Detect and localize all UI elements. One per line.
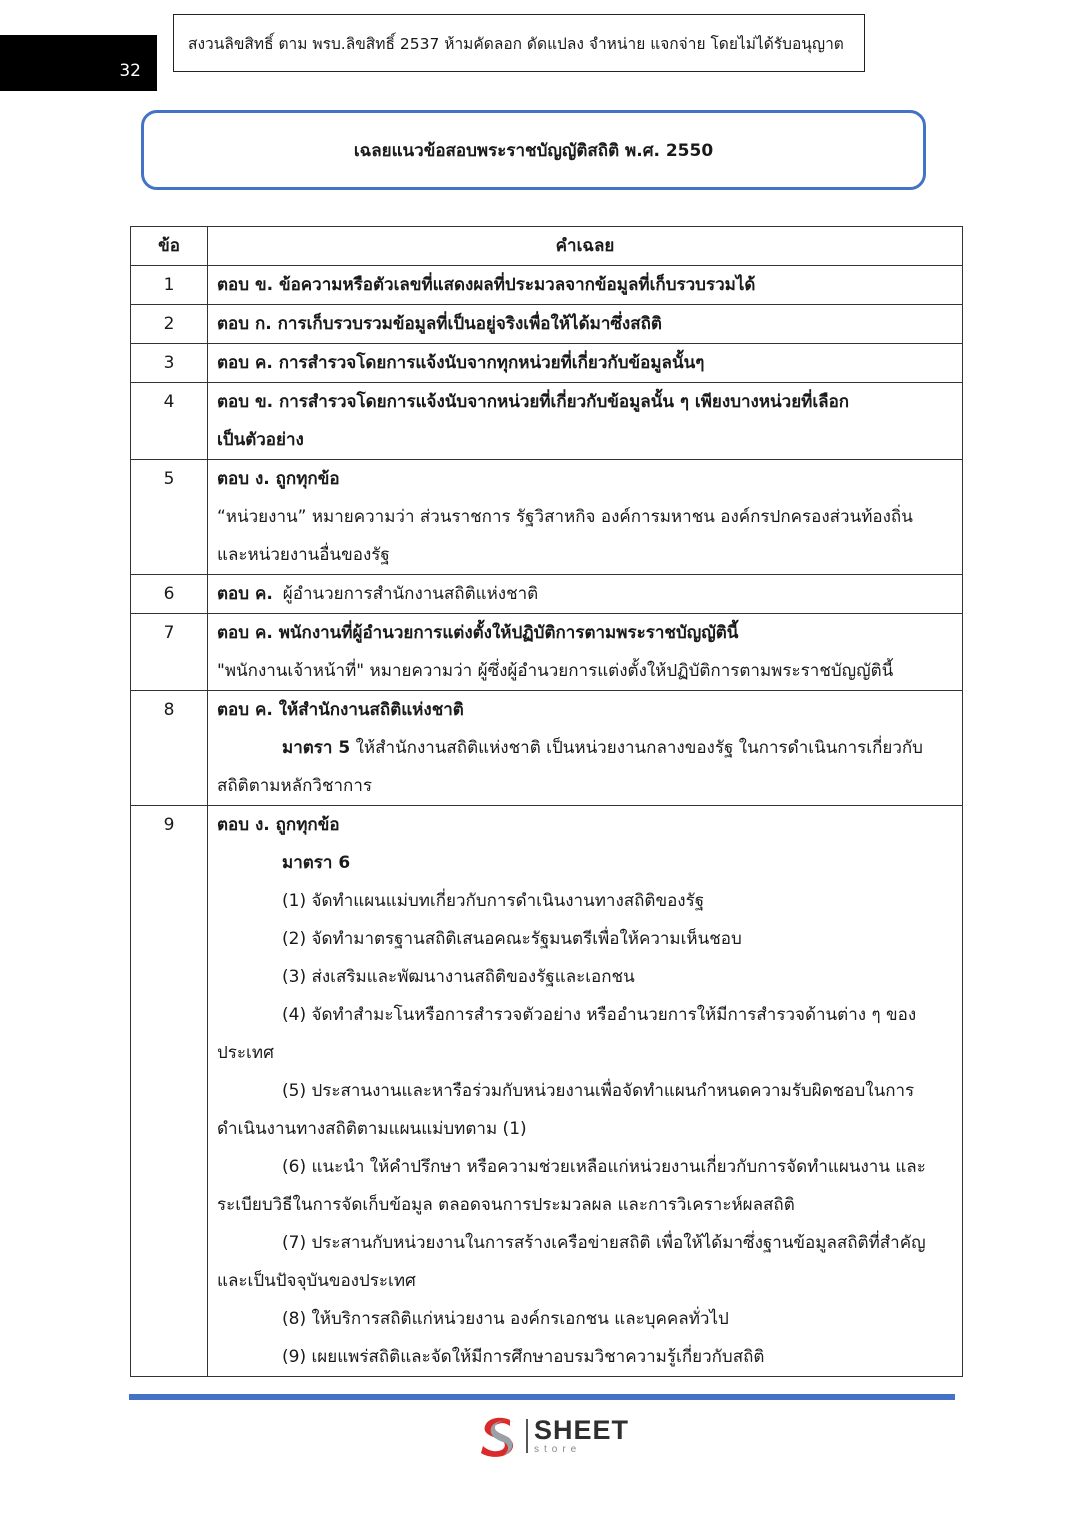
- explanation-line: และหน่วยงานอื่นของรัฐ: [217, 545, 390, 565]
- section-item-cont: และเป็นปัจจุบันของประเทศ: [217, 1271, 416, 1291]
- answer-text: ตอบ ค. พนักงานที่ผู้อำนวยการแต่งตั้งให้ปฏิบัติการตามพระราชบัญญัตินี้: [217, 623, 739, 643]
- row-answer: [208, 266, 963, 305]
- table-row: [131, 305, 963, 344]
- table-row: [131, 691, 963, 806]
- table-row: [131, 614, 963, 691]
- answer-text: ตอบ ง. ถูกทุกข้อ: [217, 815, 340, 835]
- logo-subtitle: store: [534, 1444, 582, 1455]
- section-item: (5) ประสานงานและหารือร่วมกับหน่วยงานเพื่อจัดทำแผนกำหนดความรับผิดชอบในการ: [282, 1081, 915, 1101]
- section-item: (1) จัดทำแผนแม่บทเกี่ยวกับการดำเนินงานทางสถิติของรัฐ: [282, 891, 705, 911]
- logo-text: [534, 1417, 629, 1455]
- section-line: [217, 729, 952, 767]
- section-item: (6) แนะนำ ให้คำปรึกษา หรือความช่วยเหลือแก่หน่วยงานเกี่ยวกับการจัดทำแผนงาน และ: [282, 1157, 926, 1177]
- section-label: มาตรา 5: [282, 738, 351, 758]
- row-number: 1: [131, 266, 208, 305]
- answer-text: ตอบ ข. ข้อความหรือตัวเลขที่แสดงผลที่ประมวลจากข้อมูลที่เก็บรวบรวมได้: [217, 275, 756, 295]
- row-number: 9: [131, 806, 208, 1377]
- explanation-line: "พนักงานเจ้าหน้าที่" หมายความว่า ผู้ซึ่งผู้อำนวยการแต่งตั้งให้ปฏิบัติการตามพระราชบัญญัตินี้: [217, 661, 894, 681]
- section-item: (3) ส่งเสริมและพัฒนางานสถิติของรัฐและเอกชน: [282, 967, 635, 987]
- table-row: [131, 344, 963, 383]
- row-answer: [208, 614, 963, 691]
- section-item: (9) เผยแพร่สถิติและจัดให้มีการศึกษาอบรมวิชาความรู้เกี่ยวกับสถิติ: [282, 1347, 765, 1367]
- row-answer: [208, 344, 963, 383]
- page-number: 32: [0, 35, 157, 91]
- row-number: 2: [131, 305, 208, 344]
- sheet-store-logo: [476, 1412, 629, 1460]
- answer-text: ตอบ ค. ให้สำนักงานสถิติแห่งชาติ: [217, 700, 464, 720]
- answer-text: ตอบ ค. การสำรวจโดยการแจ้งนับจากทุกหน่วยที่เกี่ยวกับข้อมูลนั้นๆ: [217, 353, 705, 373]
- row-number: 8: [131, 691, 208, 806]
- logo-word: SHEET: [534, 1415, 630, 1445]
- header-answer: คำเฉลย: [208, 227, 963, 266]
- section-item-cont: ดำเนินงานทางสถิติตามแผนแม่บทตาม (1): [217, 1119, 527, 1139]
- row-answer: [208, 305, 963, 344]
- table-row: [131, 383, 963, 460]
- sheet-store-s-icon: [476, 1413, 522, 1459]
- table-row: [131, 460, 963, 575]
- answer-prefix: ตอบ ค.: [217, 584, 273, 604]
- section-item: (7) ประสานกับหน่วยงานในการสร้างเครือข่ายสถิติ เพื่อให้ได้มาซึ่งฐานข้อมูลสถิติที่สำคัญ: [282, 1233, 926, 1253]
- explanation-line: “หน่วยงาน” หมายความว่า ส่วนราชการ รัฐวิสาหกิจ องค์การมหาชน องค์กรปกครองส่วนท้องถิ่น: [217, 507, 913, 527]
- answer-table: [130, 226, 963, 1377]
- row-answer: [208, 383, 963, 460]
- section-item: (2) จัดทำมาตรฐานสถิติเสนอคณะรัฐมนตรีเพื่อให้ความเห็นชอบ: [282, 929, 742, 949]
- page-title-box: [141, 110, 926, 190]
- table-header-row: [131, 227, 963, 266]
- section-item-cont: ประเทศ: [217, 1043, 274, 1063]
- table-row: [131, 806, 963, 1377]
- header-no: ข้อ: [131, 227, 208, 266]
- footer-bar: [129, 1394, 955, 1400]
- table-row: [131, 266, 963, 305]
- answer-text: ตอบ ง. ถูกทุกข้อ: [217, 469, 340, 489]
- row-answer: [208, 691, 963, 806]
- row-answer: [208, 460, 963, 575]
- page-title: เฉลยแนวข้อสอบพระราชบัญญัติสถิติ พ.ศ. 2550: [353, 140, 714, 161]
- table-row: [131, 575, 963, 614]
- answer-rest: ผู้อำนวยการสำนักงานสถิติแห่งชาติ: [282, 584, 539, 604]
- row-number: 6: [131, 575, 208, 614]
- answer-text-cont: เป็นตัวอย่าง: [217, 430, 304, 450]
- section-item-cont: ระเบียบวิธีในการจัดเก็บข้อมูล ตลอดจนการประมวลผล และการวิเคราะห์ผลสถิติ: [217, 1195, 795, 1215]
- row-number: 5: [131, 460, 208, 575]
- copyright-notice: สงวนลิขสิทธิ์ ตาม พรบ.ลิขสิทธิ์ 2537 ห้ามคัดลอก ดัดแปลง จำหน่าย แจกจ่าย โดยไม่ได้รับอนุญาต: [173, 14, 865, 72]
- row-number: 4: [131, 383, 208, 460]
- answer-text: ตอบ ข. การสำรวจโดยการแจ้งนับจากหน่วยที่เกี่ยวกับข้อมูลนั้น ๆ เพียงบางหน่วยที่เลือก: [217, 392, 850, 412]
- row-number: 3: [131, 344, 208, 383]
- section-cont: สถิติตามหลักวิชาการ: [217, 776, 373, 796]
- section-item: (4) จัดทำสำมะโนหรือการสำรวจตัวอย่าง หรืออำนวยการให้มีการสำรวจด้านต่าง ๆ ของ: [282, 1005, 917, 1025]
- answer-text: [217, 575, 952, 613]
- section-text: ให้สำนักงานสถิติแห่งชาติ เป็นหน่วยงานกลางของรัฐ ในการดำเนินการเกี่ยวกับ: [350, 738, 923, 758]
- answer-text: ตอบ ก. การเก็บรวบรวมข้อมูลที่เป็นอยู่จริงเพื่อให้ได้มาซึ่งสถิติ: [217, 314, 662, 334]
- row-answer: [208, 575, 963, 614]
- row-answer: [208, 806, 963, 1377]
- row-number: 7: [131, 614, 208, 691]
- logo-divider: [526, 1419, 528, 1453]
- section-item: (8) ให้บริการสถิติแก่หน่วยงาน องค์กรเอกชน และบุคคลทั่วไป: [282, 1309, 729, 1329]
- section-label: มาตรา 6: [282, 853, 351, 873]
